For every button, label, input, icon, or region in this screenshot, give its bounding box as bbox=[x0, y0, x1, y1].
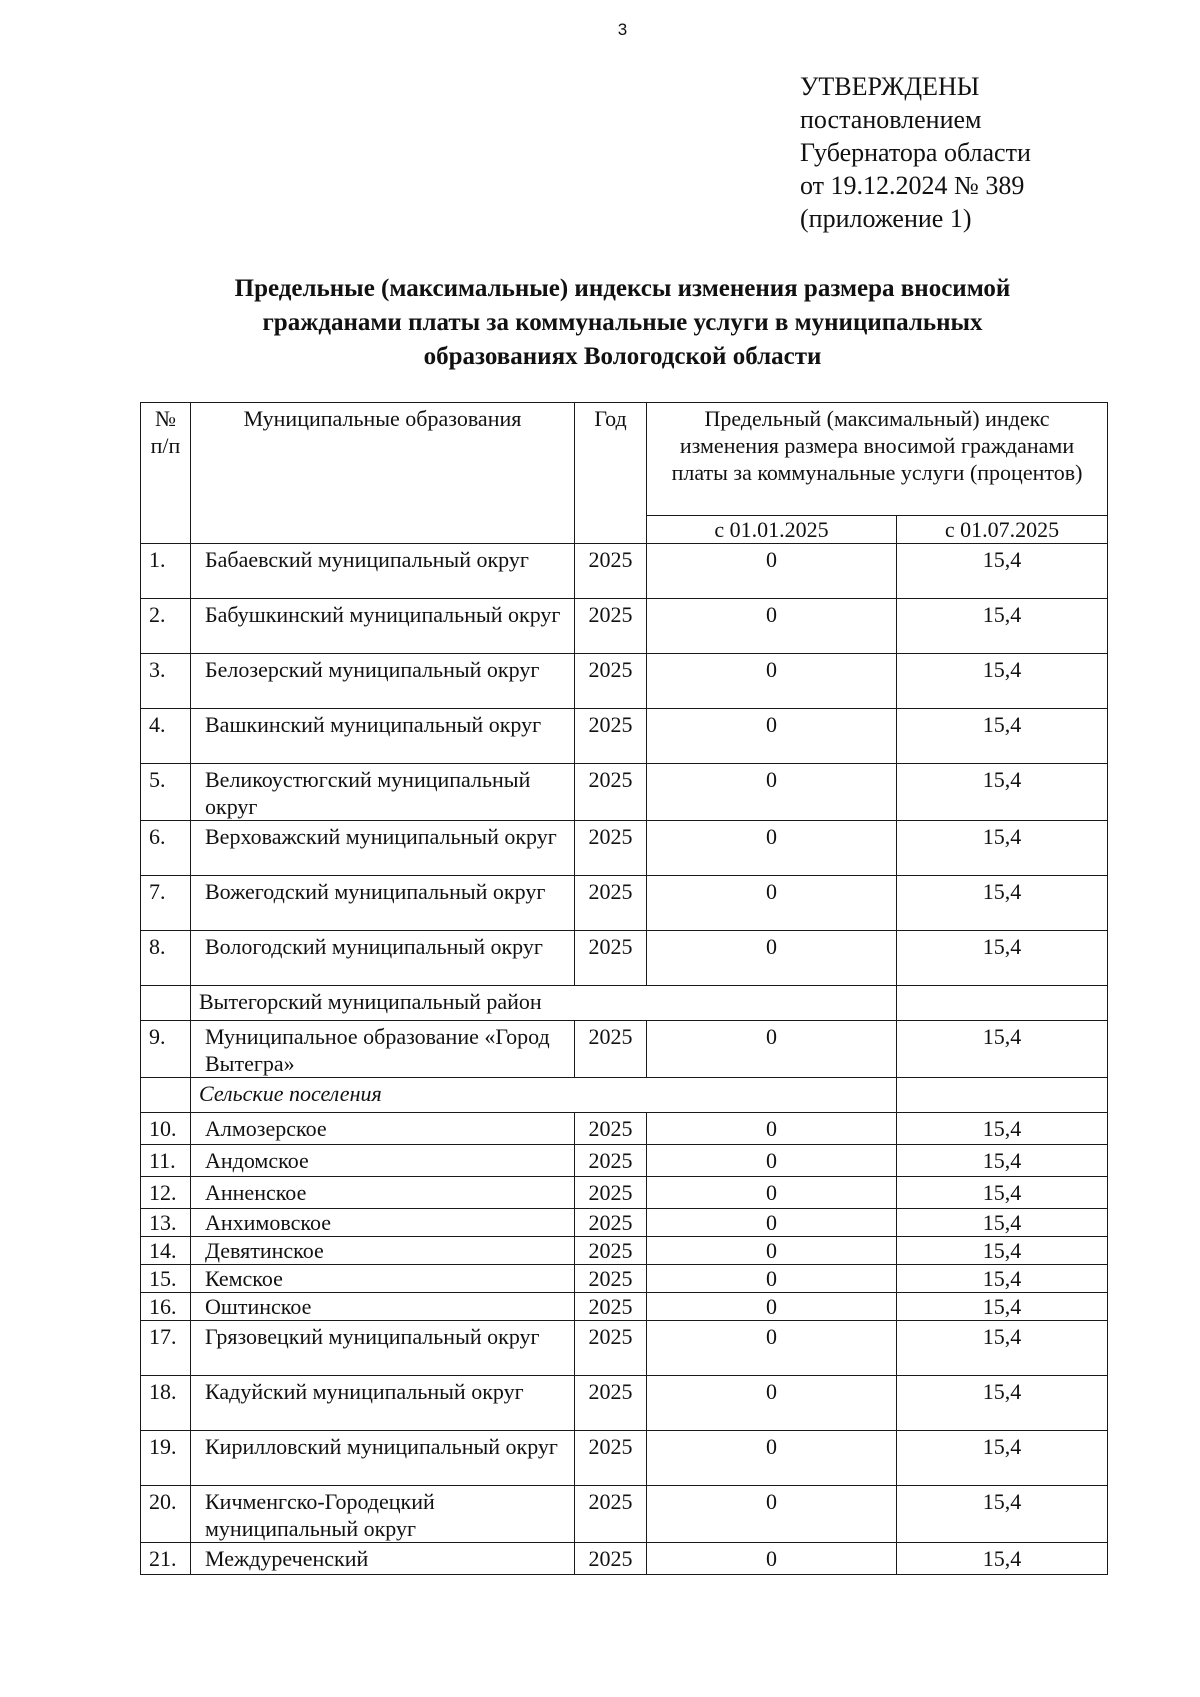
group-label: Сельские поселения bbox=[199, 1081, 382, 1106]
row-year: 2025 bbox=[575, 1293, 647, 1321]
row-value-jul: 15,4 bbox=[897, 876, 1108, 931]
row-value-jul: 15,4 bbox=[897, 654, 1108, 709]
row-year: 2025 bbox=[575, 544, 647, 599]
group-empty-cell bbox=[141, 1078, 191, 1113]
row-value-jul: 15,4 bbox=[897, 1113, 1108, 1145]
approval-line: Губернатора области bbox=[800, 138, 1031, 167]
row-year: 2025 bbox=[575, 709, 647, 764]
row-number: 8. bbox=[141, 931, 191, 986]
row-name: Междуреченский bbox=[191, 1543, 575, 1575]
row-value-jan: 0 bbox=[647, 1293, 897, 1321]
row-year: 2025 bbox=[575, 1145, 647, 1177]
row-value-jan: 0 bbox=[647, 1237, 897, 1265]
row-value-jan: 0 bbox=[647, 1431, 897, 1486]
row-number: 9. bbox=[141, 1021, 191, 1078]
row-year: 2025 bbox=[575, 654, 647, 709]
row-value-jan: 0 bbox=[647, 709, 897, 764]
row-value-jul: 15,4 bbox=[897, 1237, 1108, 1265]
row-value-jan: 0 bbox=[647, 821, 897, 876]
row-year: 2025 bbox=[575, 1177, 647, 1209]
row-value-jul: 15,4 bbox=[897, 1293, 1108, 1321]
group-label-cell bbox=[191, 986, 897, 1021]
row-value-jul: 15,4 bbox=[897, 1486, 1108, 1543]
row-value-jul: 15,4 bbox=[897, 1265, 1108, 1293]
row-value-jan: 0 bbox=[647, 1376, 897, 1431]
row-value-jan: 0 bbox=[647, 1321, 897, 1376]
row-name: Бабаевский муниципальный округ bbox=[191, 544, 575, 599]
table-header-row bbox=[141, 403, 1108, 516]
table-row bbox=[141, 1265, 1108, 1293]
row-value-jan: 0 bbox=[647, 544, 897, 599]
header-num: № п/п bbox=[141, 403, 191, 544]
row-year: 2025 bbox=[575, 1237, 647, 1265]
row-name: Белозерский муниципальный округ bbox=[191, 654, 575, 709]
row-value-jan: 0 bbox=[647, 764, 897, 821]
row-value-jul: 15,4 bbox=[897, 821, 1108, 876]
approval-line: от 19.12.2024 № 389 bbox=[800, 171, 1025, 200]
row-name: Андомское bbox=[191, 1145, 575, 1177]
table-row bbox=[141, 876, 1108, 931]
row-number: 14. bbox=[141, 1237, 191, 1265]
row-name: Вожегодский муниципальный округ bbox=[191, 876, 575, 931]
row-number: 6. bbox=[141, 821, 191, 876]
title-line: гражданами платы за коммунальные услуги в муниципальных bbox=[262, 309, 983, 336]
group-empty-cell bbox=[141, 986, 191, 1021]
row-value-jan: 0 bbox=[647, 1265, 897, 1293]
row-number: 11. bbox=[141, 1145, 191, 1177]
approval-line: постановлением bbox=[800, 105, 982, 134]
row-year: 2025 bbox=[575, 1209, 647, 1237]
table-row bbox=[141, 1376, 1108, 1431]
row-value-jul: 15,4 bbox=[897, 1145, 1108, 1177]
group-empty-cell bbox=[897, 1078, 1108, 1113]
approval-stamp bbox=[800, 70, 1031, 235]
row-number: 13. bbox=[141, 1209, 191, 1237]
header-date-1: с 01.01.2025 bbox=[647, 516, 897, 544]
row-year: 2025 bbox=[575, 821, 647, 876]
row-value-jul: 15,4 bbox=[897, 709, 1108, 764]
row-value-jul: 15,4 bbox=[897, 1376, 1108, 1431]
row-name: Вологодский муниципальный округ bbox=[191, 931, 575, 986]
table-row bbox=[141, 1021, 1108, 1078]
row-name: Анненское bbox=[191, 1177, 575, 1209]
row-year: 2025 bbox=[575, 1431, 647, 1486]
table-row bbox=[141, 544, 1108, 599]
row-value-jul: 15,4 bbox=[897, 1321, 1108, 1376]
table-body bbox=[141, 544, 1108, 1575]
row-value-jul: 15,4 bbox=[897, 1021, 1108, 1078]
row-number: 5. bbox=[141, 764, 191, 821]
row-number: 10. bbox=[141, 1113, 191, 1145]
row-value-jul: 15,4 bbox=[897, 931, 1108, 986]
table-row bbox=[141, 764, 1108, 821]
group-empty-cell bbox=[897, 986, 1108, 1021]
row-value-jan: 0 bbox=[647, 1209, 897, 1237]
row-value-jul: 15,4 bbox=[897, 1209, 1108, 1237]
row-value-jan: 0 bbox=[647, 1177, 897, 1209]
row-value-jan: 0 bbox=[647, 876, 897, 931]
table-row bbox=[141, 599, 1108, 654]
table-row bbox=[141, 654, 1108, 709]
row-name: Кичменгско-Городецкий муниципальный округ bbox=[191, 1486, 575, 1543]
row-name: Алмозерское bbox=[191, 1113, 575, 1145]
table-row bbox=[141, 1113, 1108, 1145]
row-value-jul: 15,4 bbox=[897, 1177, 1108, 1209]
table-row bbox=[141, 1431, 1108, 1486]
row-year: 2025 bbox=[575, 1265, 647, 1293]
table-row bbox=[141, 709, 1108, 764]
row-name: Бабушкинский муниципальный округ bbox=[191, 599, 575, 654]
row-name: Грязовецкий муниципальный округ bbox=[191, 1321, 575, 1376]
row-number: 15. bbox=[141, 1265, 191, 1293]
row-number: 4. bbox=[141, 709, 191, 764]
row-name: Оштинское bbox=[191, 1293, 575, 1321]
header-date-2: с 01.07.2025 bbox=[897, 516, 1108, 544]
row-name: Кемское bbox=[191, 1265, 575, 1293]
row-year: 2025 bbox=[575, 1021, 647, 1078]
table-row bbox=[141, 931, 1108, 986]
header-index: Предельный (максимальный) индекс изменения размера вносимой гражданами платы за коммунальные услуги (процентов) bbox=[647, 403, 1108, 516]
table-row bbox=[141, 1321, 1108, 1376]
row-number: 3. bbox=[141, 654, 191, 709]
row-number: 1. bbox=[141, 544, 191, 599]
row-value-jan: 0 bbox=[647, 1145, 897, 1177]
row-number: 7. bbox=[141, 876, 191, 931]
row-name: Кадуйский муниципальный округ bbox=[191, 1376, 575, 1431]
table-row bbox=[141, 1237, 1108, 1265]
header-year: Год bbox=[575, 403, 647, 544]
row-value-jan: 0 bbox=[647, 1543, 897, 1575]
row-name: Вашкинский муниципальный округ bbox=[191, 709, 575, 764]
row-number: 17. bbox=[141, 1321, 191, 1376]
row-number: 12. bbox=[141, 1177, 191, 1209]
row-name: Верховажский муниципальный округ bbox=[191, 821, 575, 876]
row-name: Кирилловский муниципальный округ bbox=[191, 1431, 575, 1486]
document-title bbox=[150, 272, 1095, 374]
row-number: 2. bbox=[141, 599, 191, 654]
row-value-jul: 15,4 bbox=[897, 599, 1108, 654]
row-year: 2025 bbox=[575, 764, 647, 821]
row-number: 21. bbox=[141, 1543, 191, 1575]
row-value-jan: 0 bbox=[647, 654, 897, 709]
table-row bbox=[141, 1209, 1108, 1237]
row-number: 19. bbox=[141, 1431, 191, 1486]
table-row bbox=[141, 1177, 1108, 1209]
row-value-jan: 0 bbox=[647, 1113, 897, 1145]
table-row bbox=[141, 1543, 1108, 1575]
row-year: 2025 bbox=[575, 1543, 647, 1575]
row-number: 20. bbox=[141, 1486, 191, 1543]
row-value-jul: 15,4 bbox=[897, 764, 1108, 821]
table-row bbox=[141, 821, 1108, 876]
table-row bbox=[141, 1293, 1108, 1321]
row-value-jul: 15,4 bbox=[897, 1543, 1108, 1575]
row-year: 2025 bbox=[575, 1486, 647, 1543]
table-row bbox=[141, 1486, 1108, 1543]
row-name: Великоустюгский муниципальный округ bbox=[191, 764, 575, 821]
row-year: 2025 bbox=[575, 876, 647, 931]
row-year: 2025 bbox=[575, 1321, 647, 1376]
row-value-jan: 0 bbox=[647, 931, 897, 986]
group-row bbox=[141, 1078, 1108, 1113]
group-label: Вытегорский муниципальный район bbox=[199, 989, 542, 1014]
row-number: 18. bbox=[141, 1376, 191, 1431]
title-line: Предельные (максимальные) индексы изменения размера вносимой bbox=[234, 275, 1011, 302]
table-row bbox=[141, 1145, 1108, 1177]
row-value-jul: 15,4 bbox=[897, 1431, 1108, 1486]
row-name: Муниципальное образование «Город Вытегра» bbox=[191, 1021, 575, 1078]
row-name: Анхимовское bbox=[191, 1209, 575, 1237]
group-label-cell bbox=[191, 1078, 897, 1113]
row-year: 2025 bbox=[575, 1376, 647, 1431]
group-row bbox=[141, 986, 1108, 1021]
row-value-jan: 0 bbox=[647, 1486, 897, 1543]
index-table bbox=[140, 402, 1108, 1575]
row-value-jan: 0 bbox=[647, 1021, 897, 1078]
row-name: Девятинское bbox=[191, 1237, 575, 1265]
row-year: 2025 bbox=[575, 599, 647, 654]
row-value-jul: 15,4 bbox=[897, 544, 1108, 599]
row-year: 2025 bbox=[575, 1113, 647, 1145]
row-number: 16. bbox=[141, 1293, 191, 1321]
row-year: 2025 bbox=[575, 931, 647, 986]
approval-line: УТВЕРЖДЕНЫ bbox=[800, 72, 980, 101]
title-line: образованиях Вологодской области bbox=[423, 343, 822, 370]
approval-line: (приложение 1) bbox=[800, 204, 972, 233]
header-name: Муниципальные образования bbox=[191, 403, 575, 544]
row-value-jan: 0 bbox=[647, 599, 897, 654]
page-number: 3 bbox=[617, 20, 628, 39]
